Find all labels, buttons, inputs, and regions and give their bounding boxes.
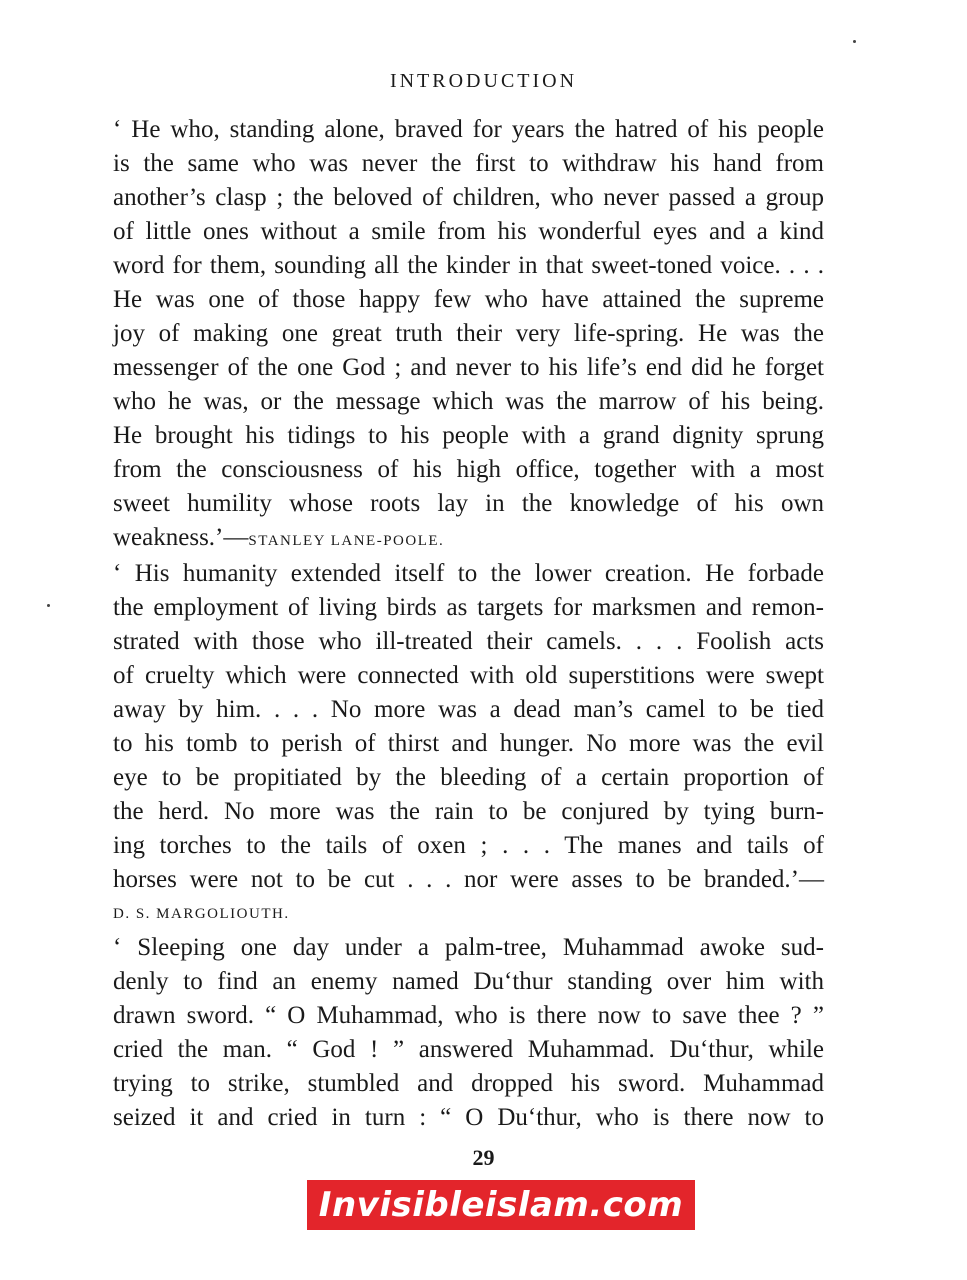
text-line: ‘ His humanity extended itself to the lower creation. He forbade xyxy=(113,560,824,587)
text-line: from the consciousness of his high office, together with a most xyxy=(113,456,824,483)
text-line: is the same who was never the first to withdraw his hand from xyxy=(113,150,824,177)
text-line: away by him. . . . No more was a dead man’s camel to be tied xyxy=(113,696,824,723)
text-line: the herd. No more was the rain to be conjured by tying burn- xyxy=(113,798,824,825)
text-line: denly to find an enemy named Du‘thur standing over him with xyxy=(113,968,824,995)
page-title: INTRODUCTION xyxy=(389,70,578,92)
text-line: strated with those who ill-treated their camels. . . . Foolish acts xyxy=(113,628,824,655)
quote-ending: weakness.’— xyxy=(113,524,249,551)
text-line: horses were not to be cut . . . nor were asses to be branded.’— xyxy=(113,866,824,893)
text-line: to his tomb to perish of thirst and hunger. No more was the evil xyxy=(113,730,824,757)
page-number: 29 xyxy=(472,1145,495,1170)
quote-margoliouth xyxy=(113,557,824,931)
text-line: drawn sword. “ O Muhammad, who is there now to save thee ? ” xyxy=(113,1002,824,1029)
scan-speck xyxy=(853,40,856,43)
text-line: of cruelty which were connected with old superstitions were swept xyxy=(113,662,824,689)
text-line: ing torches to the tails of oxen ; . . . The manes and tails of xyxy=(113,832,824,859)
text-line: sweet humility whose roots lay in the knowledge of his own xyxy=(113,490,824,517)
quote-lane-poole xyxy=(113,113,824,558)
attribution-lane-poole: STANLEY LANE-POOLE. xyxy=(248,533,445,549)
text-line: He brought his tidings to his people with a grand dignity sprung xyxy=(113,422,824,449)
text-line: the employment of living birds as targets for marksmen and remon- xyxy=(113,594,824,621)
attribution-margoliouth: D. S. MARGOLIOUTH. xyxy=(113,906,290,922)
text-line: cried the man. “ God ! ” answered Muhammad. Du‘thur, while xyxy=(113,1036,824,1063)
text-line: word for them, sounding all the kinder in that sweet-toned voice. . . . xyxy=(113,252,824,279)
text-line: ‘ He who, standing alone, braved for years the hatred of his people xyxy=(113,116,824,143)
text-line: ‘ Sleeping one day under a palm-tree, Muhammad awoke sud- xyxy=(113,934,824,961)
text-line: who he was, or the message which was the marrow of his being. xyxy=(113,388,824,415)
quote-duthur xyxy=(113,931,824,1135)
text-line: of little ones without a smile from his wonderful eyes and a kind xyxy=(113,218,824,245)
scan-speck xyxy=(47,604,50,607)
text-line: eye to be propitiated by the bleeding of a certain proportion of xyxy=(113,764,824,791)
text-line: another’s clasp ; the beloved of children, who never passed a group xyxy=(113,184,824,211)
watermark-logo: Invisibleislam.com xyxy=(307,1180,695,1230)
text-line-last xyxy=(113,521,824,558)
text-line: seized it and cried in turn : “ O Du‘thur, who is there now to xyxy=(113,1104,824,1131)
text-line: messenger of the one God ; and never to his life’s end did he forget xyxy=(113,354,824,381)
text-line: joy of making one great truth their very life-spring. He was the xyxy=(113,320,824,347)
text-line: trying to strike, stumbled and dropped his sword. Muhammad xyxy=(113,1070,824,1097)
text-line: He was one of those happy few who have attained the supreme xyxy=(113,286,824,313)
